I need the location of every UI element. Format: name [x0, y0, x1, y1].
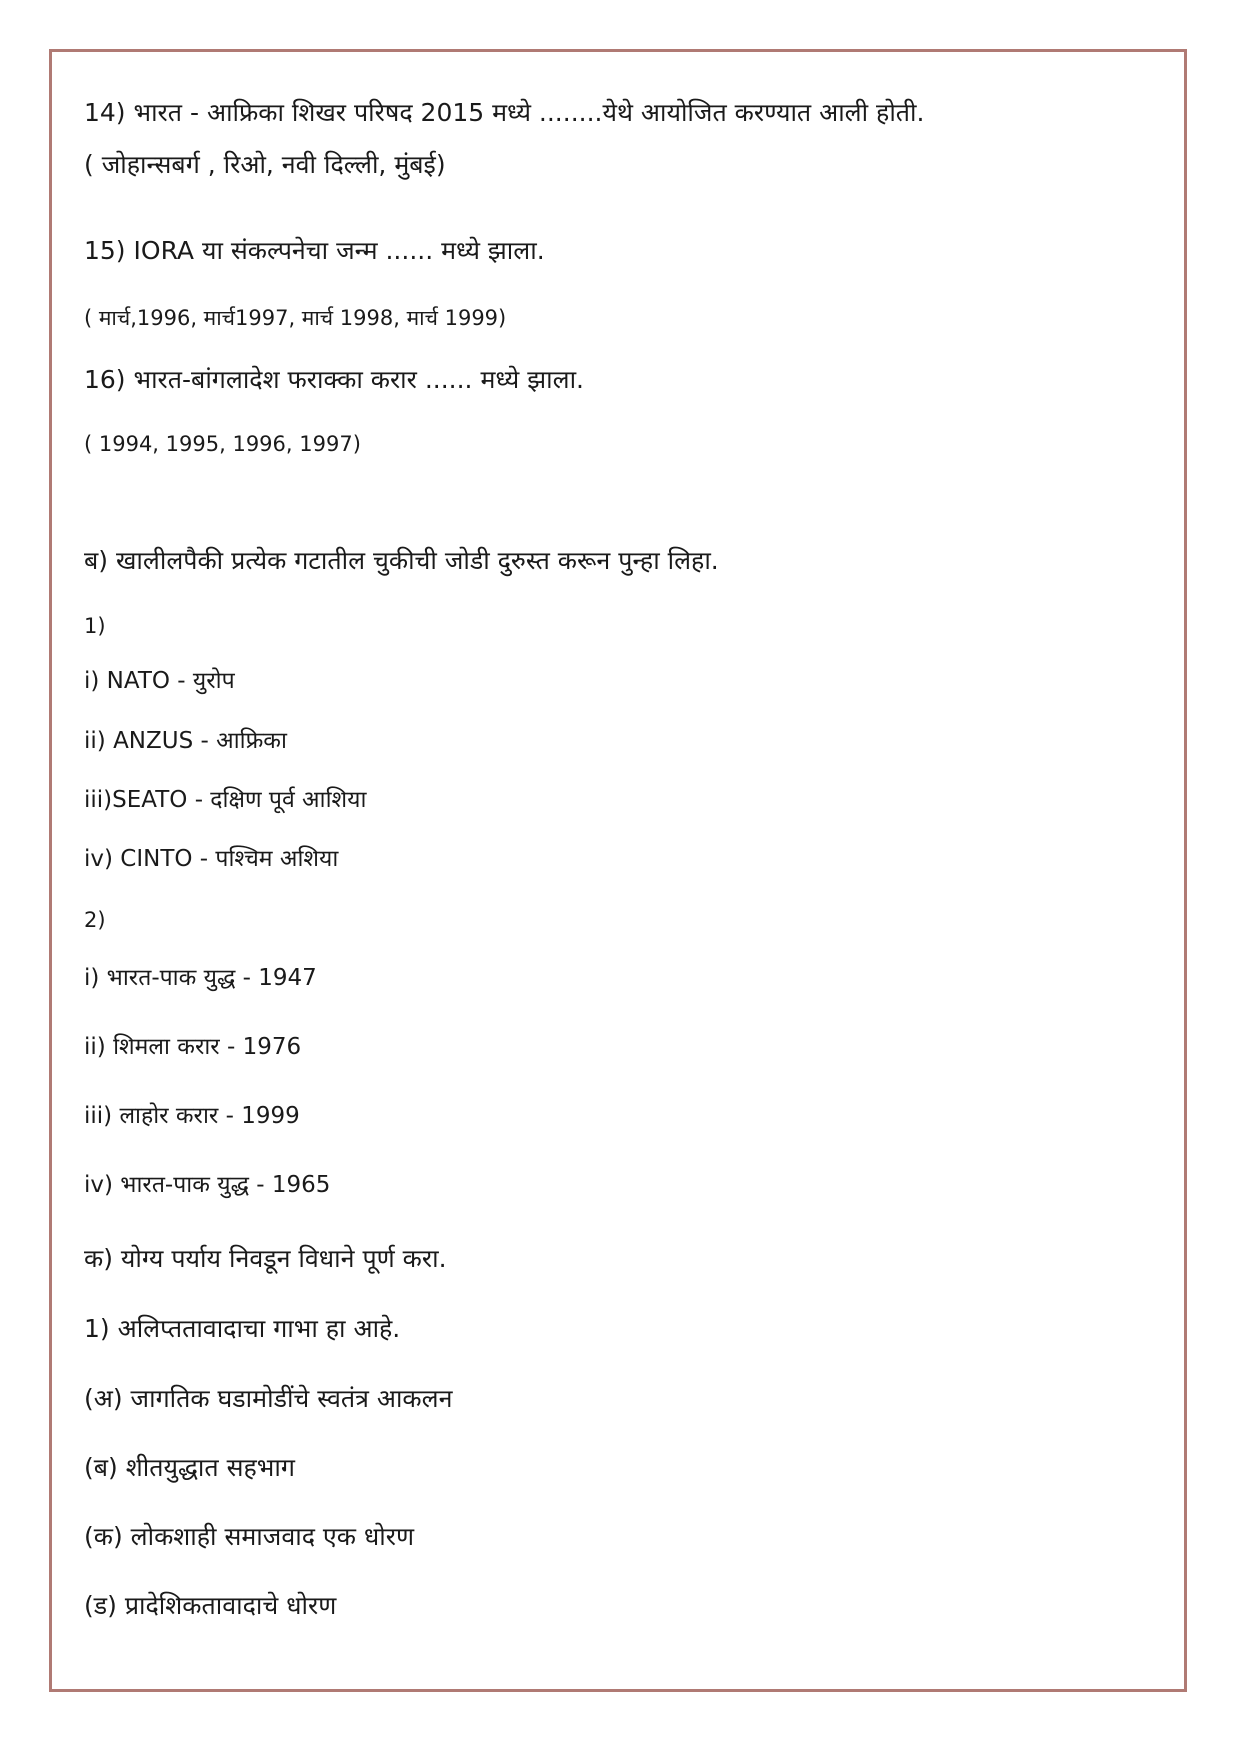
option-a: (अ) जागतिक घडामोडींचे स्वतंत्र आकलन: [84, 1384, 453, 1413]
question-15-options: ( मार्च,1996, मार्च1997, मार्च 1998, मार्च 1999): [84, 306, 507, 330]
group-2-item-3: iii) लाहोर करार - 1999: [84, 1103, 300, 1129]
group-1-item-1: i) NATO - युरोप: [84, 668, 235, 694]
option-b: (ब) शीतयुद्धात सहभाग: [84, 1453, 295, 1482]
group-1-label: 1): [84, 614, 106, 638]
group-1-item-3: iii)SEATO - दक्षिण पूर्व आशिया: [84, 787, 367, 813]
section-b-heading: ब) खालीलपैकी प्रत्येक गटातील चुकीची जोडी दुरुस्त करून पुन्हा लिहा.: [84, 546, 719, 575]
group-2-item-1: i) भारत-पाक युद्ध - 1947: [84, 965, 317, 991]
question-16-options: ( 1994, 1995, 1996, 1997): [84, 432, 361, 456]
section-c-question-1: 1) अलिप्ततावादाचा गाभा हा आहे.: [84, 1314, 401, 1343]
question-15: 15) IORA या संकल्पनेचा जन्म ...... मध्ये झाला.: [84, 236, 545, 265]
group-2-item-2: ii) शिमला करार - 1976: [84, 1034, 302, 1060]
group-2-item-4: iv) भारत-पाक युद्ध - 1965: [84, 1172, 331, 1198]
question-14: 14) भारत - आफ्रिका शिखर परिषद 2015 मध्ये ........येथे आयोजित करण्यात आली होती.: [84, 98, 925, 127]
question-14-options: ( जोहान्सबर्ग , रिओ, नवी दिल्ली, मुंबई): [84, 150, 446, 179]
option-d: (ड) प्रादेशिकतावादाचे धोरण: [84, 1591, 337, 1620]
group-2-label: 2): [84, 908, 106, 932]
question-16: 16) भारत-बांगलादेश फराक्का करार ...... मध्ये झाला.: [84, 365, 584, 394]
option-c: (क) लोकशाही समाजवाद एक धोरण: [84, 1522, 415, 1551]
group-1-item-2: ii) ANZUS - आफ्रिका: [84, 728, 287, 754]
section-c-heading: क) योग्य पर्याय निवडून विधाने पूर्ण करा.: [84, 1244, 447, 1273]
group-1-item-4: iv) CINTO - पश्चिम अशिया: [84, 846, 339, 872]
